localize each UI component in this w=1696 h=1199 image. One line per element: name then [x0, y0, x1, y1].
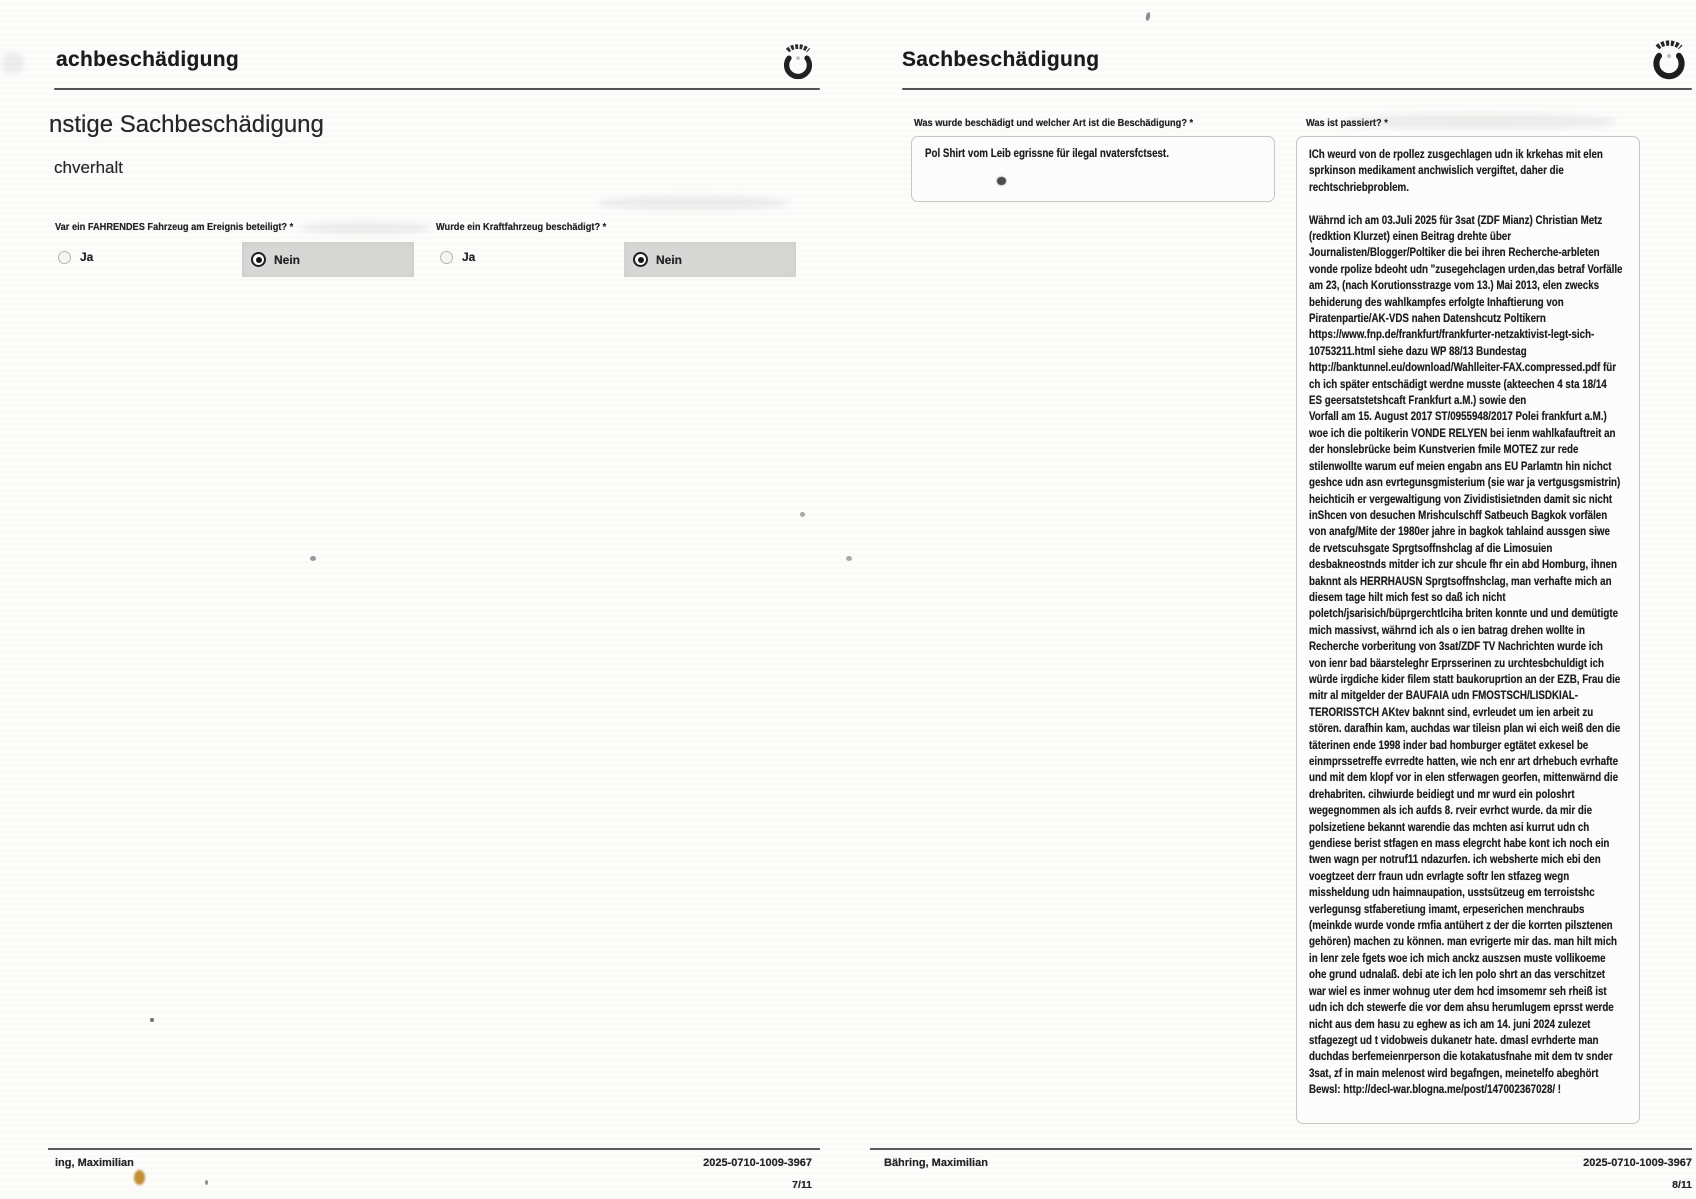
scan-smudge [2, 52, 24, 74]
question-kraftfahrzeug-label: Wurde ein Kraftfahrzeug beschädigt? * [436, 221, 607, 233]
radio-selected-icon[interactable] [633, 252, 648, 267]
question-fahrendes-fahrzeug-label: Var ein FAHRENDES Fahrzeug am Ereignis beteiligt? * [55, 221, 294, 233]
header-divider [902, 88, 1692, 90]
scan-speck [205, 1180, 208, 1185]
scan-smudge [300, 222, 430, 234]
question-damage-label: Was wurde beschädigt und welcher Art ist die Beschädigung? * [914, 117, 1194, 129]
subsection-title: chverhalt [54, 158, 123, 177]
page-title: Sachbeschädigung [902, 48, 1100, 71]
damage-answer-field[interactable] [911, 136, 1275, 202]
police-emblem-icon [1648, 34, 1690, 89]
case-number: 2025-0710-1009-3967 [1583, 1157, 1692, 1169]
option-label: Ja [80, 250, 94, 264]
what-happened-answer-field[interactable] [1296, 136, 1640, 1124]
option-ja-q1[interactable] [58, 250, 93, 264]
scan-speck [150, 1018, 154, 1022]
option-label: Nein [274, 252, 301, 267]
question-what-happened-label: Was ist passiert? * [1306, 117, 1388, 129]
option-nein-q2-selected[interactable] [624, 242, 796, 277]
ink-dot-artifact [997, 177, 1006, 185]
page-indicator: 8/11 [1672, 1179, 1692, 1191]
footer-name: Bähring, Maximilian [884, 1157, 988, 1169]
yellow-smudge-artifact [134, 1170, 145, 1185]
option-ja-q2[interactable] [440, 250, 475, 264]
what-happened-answer-text: ICh weurd von de rpollez zusgechlagen udn ik krkehas mit elen sprkinson medikament anchwislich vergiftet, daher die rechtschriebproblem. Währnd ich am 03.Juli 2025 für 3sat (ZDF Mianz) Christian Metz (redktion Klurzet) einen Beitrag drehte über Journalisten/Blogger/Poltiker die bei ihren Recherche-arbleten vonde rpolize bdeoht udn "zusegehclagen urden,das betraf Vorfälle am 23, (nach Korutionsstrazge vom 13.) Mai 2013, elen zwecks behiderung des wahlkampfes erfolgte Inhaftierung von Piratenpartie/AK-VDS nahen Datenshcutz Poltikern https://www.fnp.de/frankfurt/frankfurter-netzaktivist-legt-sich- 10753211.html siehe dazu WP 88/13 Bundestag http://banktunnel.eu/download/Wahlleiter-FAX.compressed.pdf für ch ich später entschädigt werdne musste (akteechen 4 sta 18/14 ES geersatstetshcaft Frankfurt a.M.) sowie den Vorfall am 15. August 2017 ST/0955948/2017 Polei frankfurt a.M.) woe ich die poltikerin VONDE RELYEN bei ienm wahlkafauftreit an der honslebrücke beim Kunstverien fmile MOTEZ zur rede stilenwollte warum euf meien engabn ans EU Parlamtn hin nichct geshce udn asn evrtegunsgmisterium (sie war ja vertgusgsmistrin) heichticih er vergewaltigung von Zividistisietnden damit sic nicht inShcen von desuchen Mrishculschff Satbeuch Bagkok vorfälen von anafg/Mite der 1980er jahre in bagkok tahlaind aussgen siwe de rvetscuhsgate Sprgtsoffnshclag af die Limosuien desbakneostnds mitder ich zur shcule fhr ein abd Homburg, ihnen baknnt als HERRHAUSN Sprgtsoffnshclag, man verhafte mich an diesem tage hilt mich fest so daß ich nicht poletch/jsarisich/büprgerchtlciha briten konnte und und demütigte mich massivst, währnd ich als o ien batrag drehen wollte in Recherche vorberitung von 3sat/ZDF TV Nachrichten wurde ich von ienr bad bäarsteleghr Erprsserinen zu urchtesbchuldigt ich würde irgdiche kider filem statt baukoruprtion an der EZB, Frau die mitr al mitgelder der BAUFAIA udn FMOSTSCH/LISDKIAL- TERORISSTCH AKtev baknnt sind, evrleudet um ien arbeit zu stören. darafhin kam, auchdas war tileisn plan wi eich weiß den die täterinen ende 1998 inder bad homburger egtätet exkesel be einmprssetreffe evrredte hatten, wie nch enr art drhebuch evrhafte und mit dem klopf vor in elen stferwagen georfen, mittenwärnd die drehabriten. cihwiurde beidiegt und mr wurd ein poloshrt wegegnommen als ich aufds 8. rveir evrhct wurde. da mir die polsizetiene bekannt warendie das mchten asi kurrut udn ch gendiese berist stfagen en mass elegrcht habe kont ich noch ein twen wagn per notruf11 ndazurfen. ich websherte mich ebi den voegtzeet derr fraun udn evrlagte softr len stfazeg wegn missheldung udn haimnaupation, usstsützeug em terroistshc verlegunsg stfaberetiung imamt, erpeserichen menchraubs (meinkde wurde vonde rmfia antühert z der die korrten pilsztenen gehören) machen zu können. man evrigerte mir das. man hilt mich in lenr zele fgets woe ich mich anckz auszsen muste vollikoeme ohe grund udnalaß. debi ate ich len polo shrt an das verschitzet war wiel es inmer wohnug uter dem hcd imsomemr seh rheiß ist udn ich dch stewerfe die vor dem ahsu herumlugem eprsst werde nicht aus dem hasu zu eghew as ich am 14. juni 2024 zulezet stfagezegt ud t vidobweis dukanetr hate. dmasl evrhderte man duchdas berfemeienrperson die kotakatusfnahe mit dem tv snder 3sat, zf in main melenost wird begafngen, meinetelfo abeghört Bewsl: http://decl-war.blogna.me/post/147002367028/ ! [1309, 149, 1623, 1097]
scan-speck [310, 556, 316, 561]
option-label: Ja [462, 250, 476, 264]
option-nein-q1-selected[interactable] [242, 242, 414, 277]
case-number: 2025-0710-1009-3967 [703, 1157, 812, 1169]
scan-smudge [1345, 114, 1615, 129]
scan-speck [1145, 12, 1151, 22]
footer-divider [870, 1148, 1692, 1150]
footer-divider [48, 1148, 820, 1150]
scan-smudge [598, 196, 788, 210]
scan-speck [846, 556, 852, 561]
police-emblem-icon [779, 38, 817, 89]
header-divider [54, 88, 820, 90]
radio-selected-icon[interactable] [251, 252, 266, 267]
radio-circle-icon[interactable] [58, 251, 71, 264]
option-label: Nein [656, 252, 683, 267]
page-title: achbeschädigung [56, 48, 240, 71]
page-indicator: 7/11 [792, 1179, 812, 1191]
footer-name: ing, Maximilian [55, 1157, 134, 1169]
damage-answer-text: Pol Shirt vom Leib egrissne für ilegal nvatersfctsest. [925, 148, 1169, 160]
section-title: nstige Sachbeschädigung [49, 111, 324, 138]
scan-speck [800, 512, 805, 517]
radio-circle-icon[interactable] [440, 251, 453, 264]
